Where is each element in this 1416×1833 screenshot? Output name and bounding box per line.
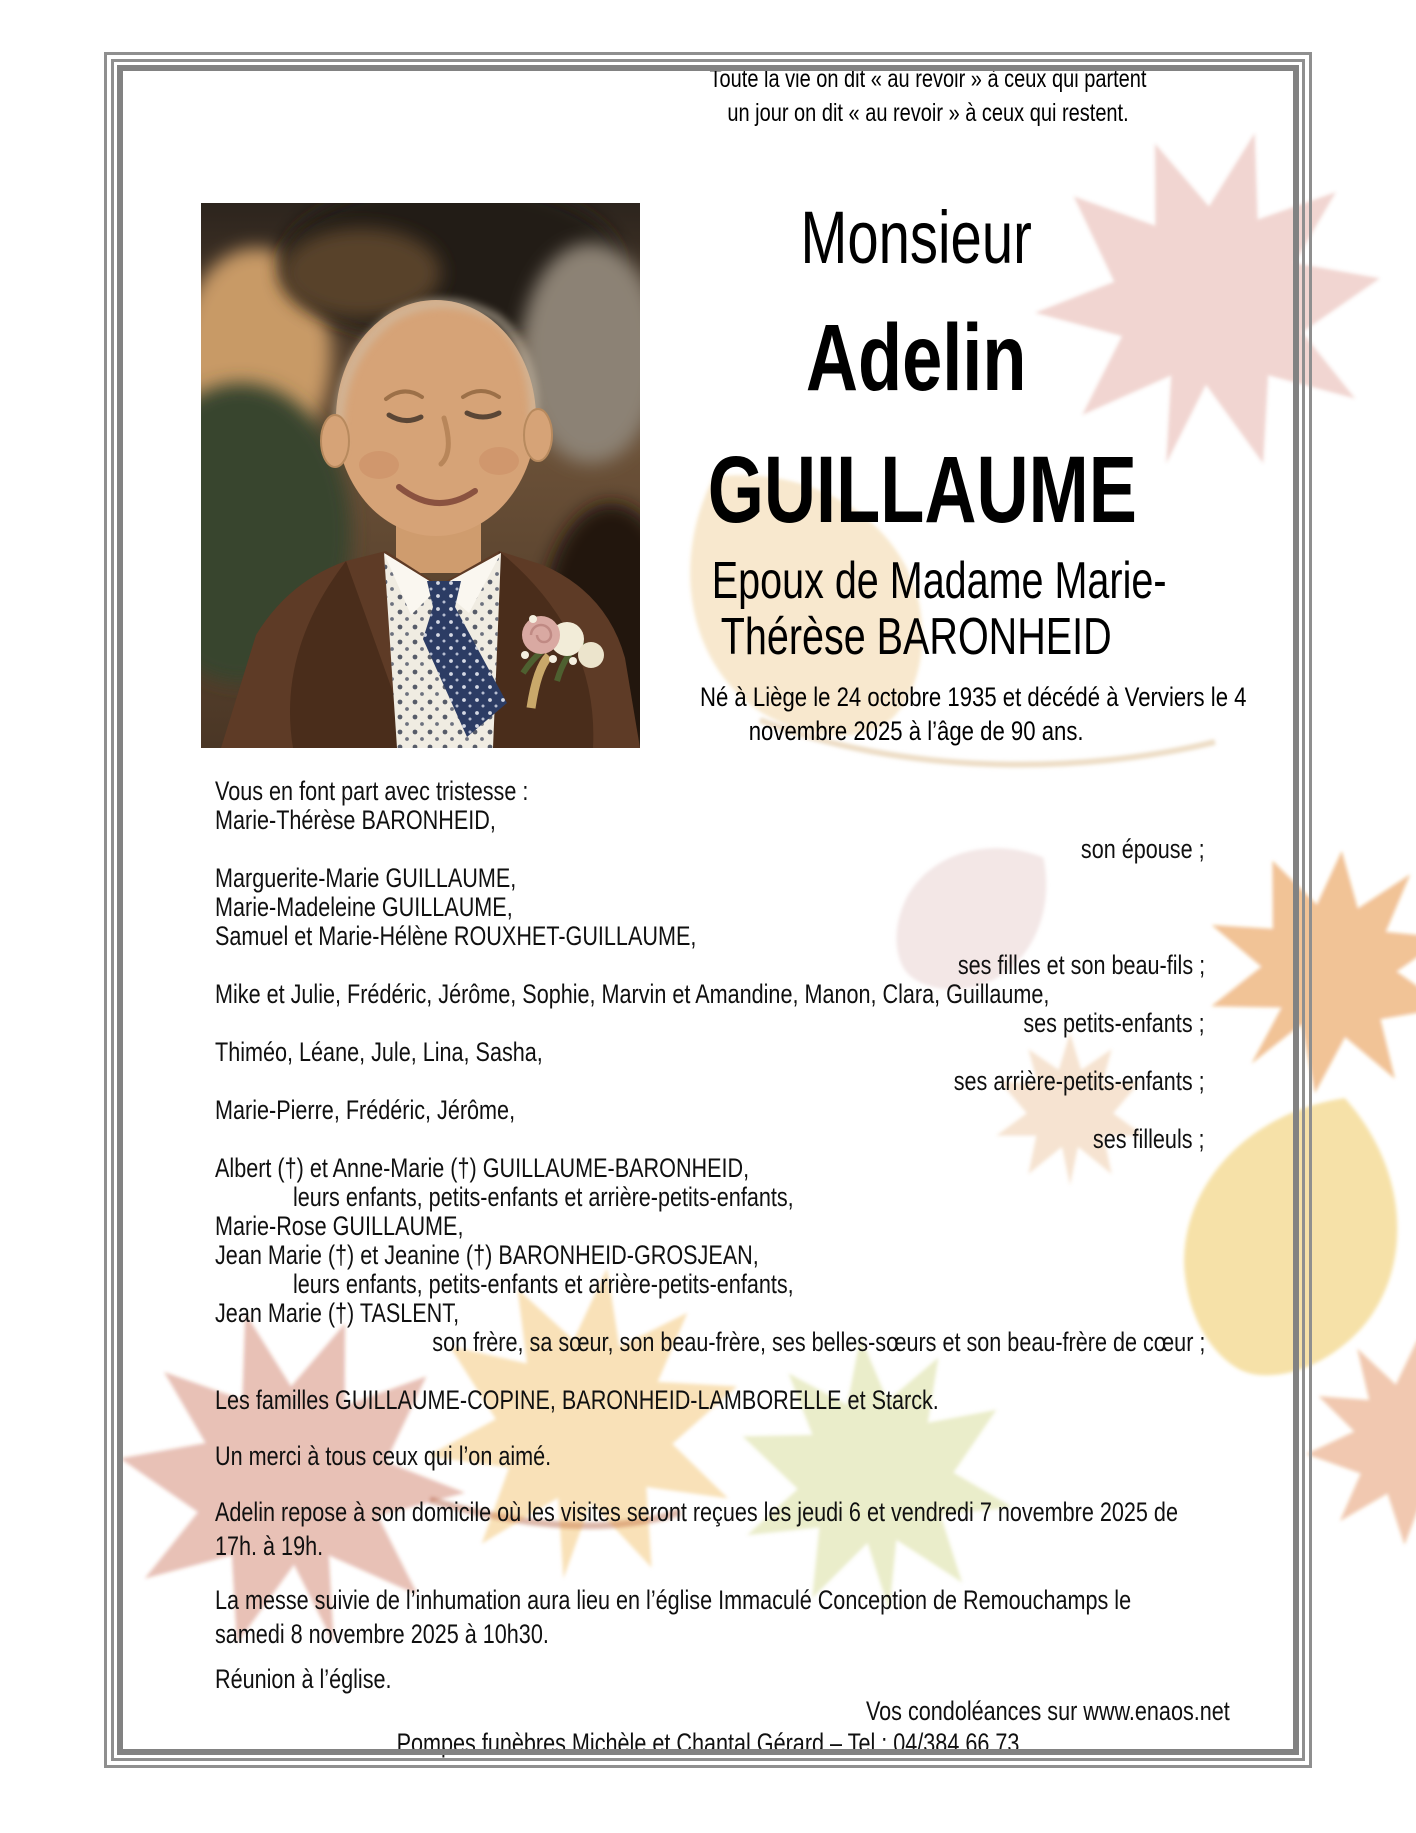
first-name-title: Adelin [805,305,1027,411]
yellow-green-leaf-icon [728,1323,1022,1625]
body-daughter-1: Marguerite-Marie GUILLAUME, [215,863,517,893]
body-grandchildren: Mike et Julie, Frédéric, Jérôme, Sophie, Marvin et Amandine, Manon, Clara, Guillaume, [215,979,1050,1009]
body-sibling-1-descendants: leurs enfants, petits-enfants et arrière-petits-enfants, [293,1182,794,1212]
spouse-line-2: Thérèse BARONHEID [720,608,1112,666]
portrait-photo [201,203,640,748]
birth-death-line-1: Né à Liège le 24 octobre 1935 et décédé à Verviers le 4 [699,682,1247,712]
body-godchildren: Marie-Pierre, Frédéric, Jérôme, [215,1095,516,1125]
body-thanks-line: Un merci à tous ceux qui l’on aimé. [215,1441,552,1471]
relation-godchildren: ses filleuls ; [1093,1124,1205,1154]
spouse-line-1: Epoux de Madame Marie- [711,552,1167,610]
birth-death-line-2: novembre 2025 à l’âge de 90 ans. [748,716,1084,746]
body-mass-line-2: samedi 8 novembre 2025 à 10h30. [215,1619,549,1649]
body-widow-name: Marie-Thérèse BARONHEID, [215,805,496,835]
body-sibling-3-descendants: leurs enfants, petits-enfants et arrière-petits-enfants, [293,1269,794,1299]
salutation-title: Monsieur [800,196,1032,279]
relation-great-grandchildren: ses arrière-petits-enfants ; [954,1066,1205,1096]
quote-line-2: un jour on dit « au revoir » à ceux qui restent. [727,99,1129,127]
relation-siblings: son frère, sa sœur, son beau-frère, ses belles-sœurs et son beau-frère de cœur ; [431,1327,1205,1357]
bottom-orange-leaf-icon [413,1247,757,1600]
relation-daughters: ses filles et son beau-fils ; [957,950,1205,980]
last-name-title: GUILLAUME [707,437,1137,543]
body-gathering-line: Réunion à l’église. [215,1664,392,1694]
body-visits-line-1: Adelin repose à son domicile où les visites seront reçues les jeudi 6 et vendredi 7 novembre 2025 de [215,1497,1178,1527]
body-mass-line-1: La messe suivie de l’inhumation aura lieu en l’église Immaculé Conception de Remouchamps le [215,1585,1132,1615]
body-daughter-3: Samuel et Marie-Hélène ROUXHET-GUILLAUME, [215,921,697,951]
quote-line-1: Toute la vie on dit « au revoir » à ceux qui partent [709,65,1147,93]
relation-spouse: son épouse ; [1081,834,1205,864]
body-sibling-4: Jean Marie (†) TASLENT, [215,1298,460,1328]
body-intro-line: Vous en font part avec tristesse : [215,776,529,806]
portrait-illustration [201,203,640,748]
body-great-grandchildren: Thiméo, Léane, Jule, Lina, Sasha, [215,1037,543,1067]
body-daughter-2: Marie-Madeleine GUILLAUME, [215,892,513,922]
opening-quote [650,62,1206,130]
condolences-link-line: Vos condoléances sur www.enaos.net [866,1696,1230,1726]
body-sibling-3: Jean Marie (†) et Jeanine (†) BARONHEID-GROSJEAN, [215,1240,759,1270]
funeral-home-line: Pompes funèbres Michèle et Chantal Gérard – Tel : 04/384.66.73 [396,1728,1020,1758]
body-families-line: Les familles GUILLAUME-COPINE, BARONHEID-LAMBORELLE et Starck. [215,1385,939,1415]
body-visits-line-2: 17h. à 19h. [215,1531,324,1561]
relation-grandchildren: ses petits-enfants ; [1023,1008,1205,1038]
faded-orange-leaf-icon [996,1033,1143,1185]
body-sibling-1: Albert (†) et Anne-Marie (†) GUILLAUME-BARONHEID, [215,1153,750,1183]
body-sibling-2: Marie-Rose GUILLAUME, [215,1211,464,1241]
